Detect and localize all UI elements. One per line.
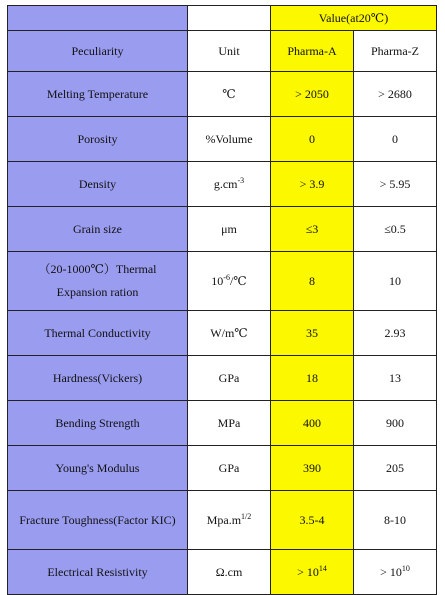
unit-exponent: 1/2 [241, 511, 252, 521]
unit-value: W/m℃ [188, 311, 271, 356]
value-header-row [8, 6, 437, 31]
pharma-z-value: 2.93 [354, 311, 437, 356]
unit-value [188, 162, 271, 207]
pharma-z-value: ≤0.5 [354, 207, 437, 252]
value-base: > 10 [297, 564, 319, 579]
empty-header-cell [188, 6, 271, 31]
property-label: Density [8, 162, 188, 207]
unit-value: μm [188, 207, 271, 252]
pharma-z-value: > 2680 [354, 72, 437, 117]
value-exponent: 10 [401, 563, 410, 573]
material-properties-table [7, 5, 437, 595]
pharma-a-value: 400 [271, 401, 354, 446]
property-label: Hardness(Vickers) [8, 356, 188, 401]
table-row [8, 356, 437, 401]
pharma-a-value: > 2050 [271, 72, 354, 117]
property-label: Bending Strength [8, 401, 188, 446]
peculiarity-header: Peculiarity [8, 31, 188, 72]
pharma-a-value: ≤3 [271, 207, 354, 252]
table-row [8, 446, 437, 491]
table-row [8, 207, 437, 252]
property-label: Young's Modulus [8, 446, 188, 491]
pharma-z-value: 205 [354, 446, 437, 491]
unit-tail: /℃ [229, 273, 247, 288]
pharma-z-value: 13 [354, 356, 437, 401]
unit-value: ℃ [188, 72, 271, 117]
pharma-a-value: 3.5-4 [271, 491, 354, 550]
table-row [8, 550, 437, 595]
unit-value: GPa [188, 446, 271, 491]
properties-table-container [7, 5, 436, 579]
unit-base: Mpa.m [206, 512, 242, 527]
property-label: Grain size [8, 207, 188, 252]
value-exponent: 14 [318, 563, 327, 573]
value-base: > 10 [380, 564, 402, 579]
table-row [8, 252, 437, 311]
pharma-z-value: 8-10 [354, 491, 437, 550]
unit-value: GPa [188, 356, 271, 401]
pharma-a-header: Pharma-A [271, 31, 354, 72]
pharma-a-value: 18 [271, 356, 354, 401]
pharma-z-value: 0 [354, 117, 437, 162]
pharma-a-value: 390 [271, 446, 354, 491]
unit-value: %Volume [188, 117, 271, 162]
unit-exponent: -3 [237, 175, 245, 185]
empty-header-cell [8, 6, 188, 31]
pharma-a-value: > 3.9 [271, 162, 354, 207]
unit-value: MPa [188, 401, 271, 446]
property-label-line1: （20-1000℃）Thermal [38, 262, 157, 276]
table-row [8, 401, 437, 446]
property-label: Porosity [8, 117, 188, 162]
unit-exponent: -6 [223, 272, 230, 282]
unit-value: Ω.cm [188, 550, 271, 595]
table-row [8, 162, 437, 207]
unit-value [188, 491, 271, 550]
pharma-z-value: 900 [354, 401, 437, 446]
value-at-20c-header: Value(at20℃) [271, 6, 437, 31]
table-row [8, 117, 437, 162]
property-label: Fracture Toughness(Factor KIC) [8, 491, 188, 550]
property-label: Electrical Resistivity [8, 550, 188, 595]
table-row [8, 491, 437, 550]
pharma-z-value [354, 550, 437, 595]
table-row [8, 72, 437, 117]
unit-base: g.cm [213, 176, 238, 191]
pharma-a-value: 35 [271, 311, 354, 356]
pharma-z-header: Pharma-Z [354, 31, 437, 72]
unit-header: Unit [188, 31, 271, 72]
property-label: Thermal Conductivity [8, 311, 188, 356]
pharma-a-value [271, 550, 354, 595]
pharma-z-value: 10 [354, 252, 437, 311]
table-row [8, 311, 437, 356]
column-header-row [8, 31, 437, 72]
property-label-line2: Expansion ration [56, 285, 139, 299]
property-label [8, 252, 188, 311]
pharma-a-value: 0 [271, 117, 354, 162]
property-label: Melting Temperature [8, 72, 188, 117]
pharma-z-value: > 5.95 [354, 162, 437, 207]
pharma-a-value: 8 [271, 252, 354, 311]
unit-base: 10 [211, 273, 224, 288]
unit-value [188, 252, 271, 311]
